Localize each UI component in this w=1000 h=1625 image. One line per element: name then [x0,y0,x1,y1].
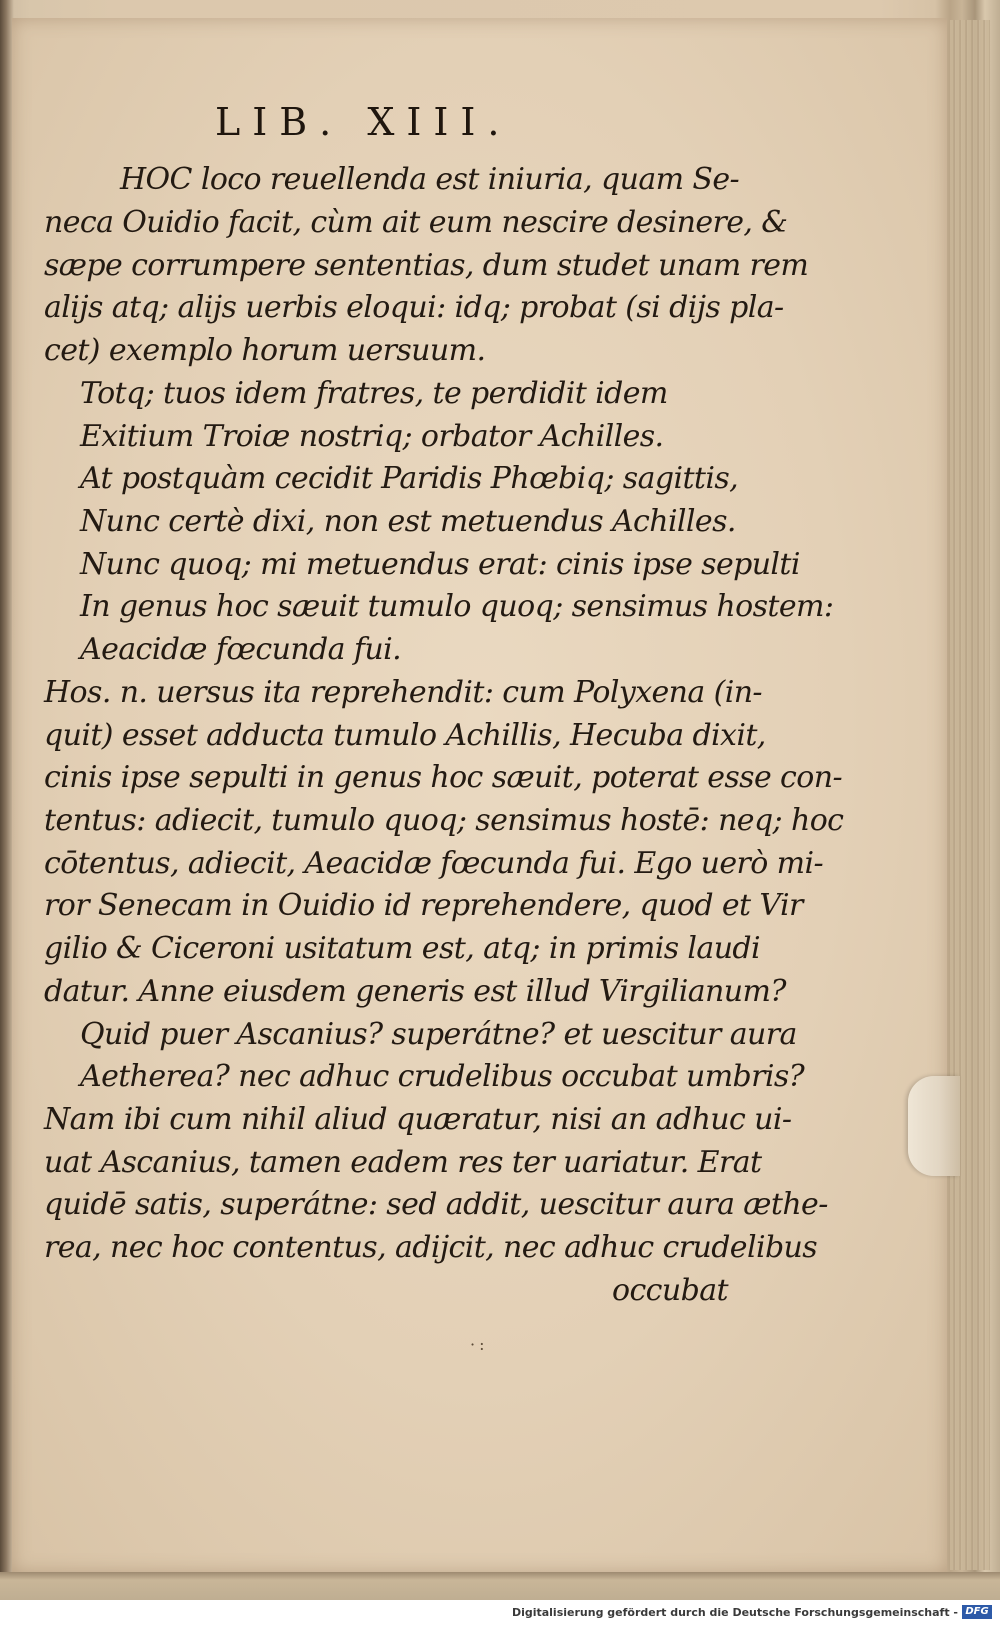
text-line: uat Ascanius, tamen eadem res ter uariatur. Erat [44,1145,762,1180]
page-fore-edge [950,20,990,1570]
text-line: rea, nec hoc contentus, adijcit, nec adhuc crudelibus [44,1230,818,1265]
text-line: cōtentus, adiecit, Aeacidæ fœcunda fui. Ego uerò mi- [44,846,824,881]
text-line: cinis ipse sepulti in genus hoc sæuit, poterat esse con- [44,760,842,795]
text-line: tentus: adiecit, tumulo quoq; sensimus hostē: neq; hoc [44,803,844,838]
verse-line: Nunc quoq; mi metuendus erat: cinis ipse sepulti [80,547,800,582]
verse-line: At postquàm cecidit Paridis Phœbiq; sagittis, [80,461,739,496]
text-line: gilio & Ciceroni usitatum est, atq; in primis laudi [44,931,761,966]
page-bottom-edge [0,1572,1000,1600]
verse-line: Nunc certè dixi, non est metuendus Achilles. [80,504,736,539]
text-line: datur. Anne eiusdem generis est illud Virgilianum? [44,974,786,1009]
verse-line: In genus hoc sæuit tumulo quoq; sensimus hostem: [80,589,834,624]
footer-credit: Digitalisierung gefördert durch die Deutsche Forschungsgemeinschaft - [511,1606,958,1619]
tab-marker [908,1076,960,1176]
verse-line: Aeacidæ fœcunda fui. [80,632,402,667]
text-line: cet) exemplo horum uersuum. [44,333,486,368]
digitization-footer [0,1600,1000,1625]
ink-specks: ·: [470,1335,489,1354]
verse-line: Exitium Troiæ nostriq; orbator Achilles. [80,419,664,454]
text-line: Hos. n. uersus ita reprehendit: cum Polyxena (in- [44,675,762,710]
running-header: LIB. XIII. [215,100,512,144]
text-line: Nam ibi cum nihil aliud quæratur, nisi an adhuc ui- [44,1102,792,1137]
text-line: sæpe corrumpere sententias, dum studet unam rem [44,248,809,283]
text-line: ror Senecam in Ouidio id reprehendere, quod et Vir [44,888,803,923]
text-line: HOC loco reuellenda est iniuria, quam Se- [120,162,740,197]
text-line: alijs atq; alijs uerbis eloqui: idq; probat (si dijs pla- [44,290,784,325]
dfg-logo: DFG [962,1605,992,1619]
text-line: quidē satis, superátne: sed addit, uescitur aura æthe- [44,1187,828,1222]
verse-line: Aetherea? nec adhuc crudelibus occubat umbris? [80,1059,805,1094]
verse-line: Quid puer Ascanius? superátne? et uescitur aura [80,1017,797,1052]
text-line: quit) esset adducta tumulo Achillis, Hecuba dixit, [44,718,766,753]
verse-line: Totq; tuos idem fratres, te perdidit idem [80,376,668,411]
text-line: neca Ouidio facit, cùm ait eum nescire desinere, & [44,205,788,240]
catchword: occubat [612,1273,728,1308]
